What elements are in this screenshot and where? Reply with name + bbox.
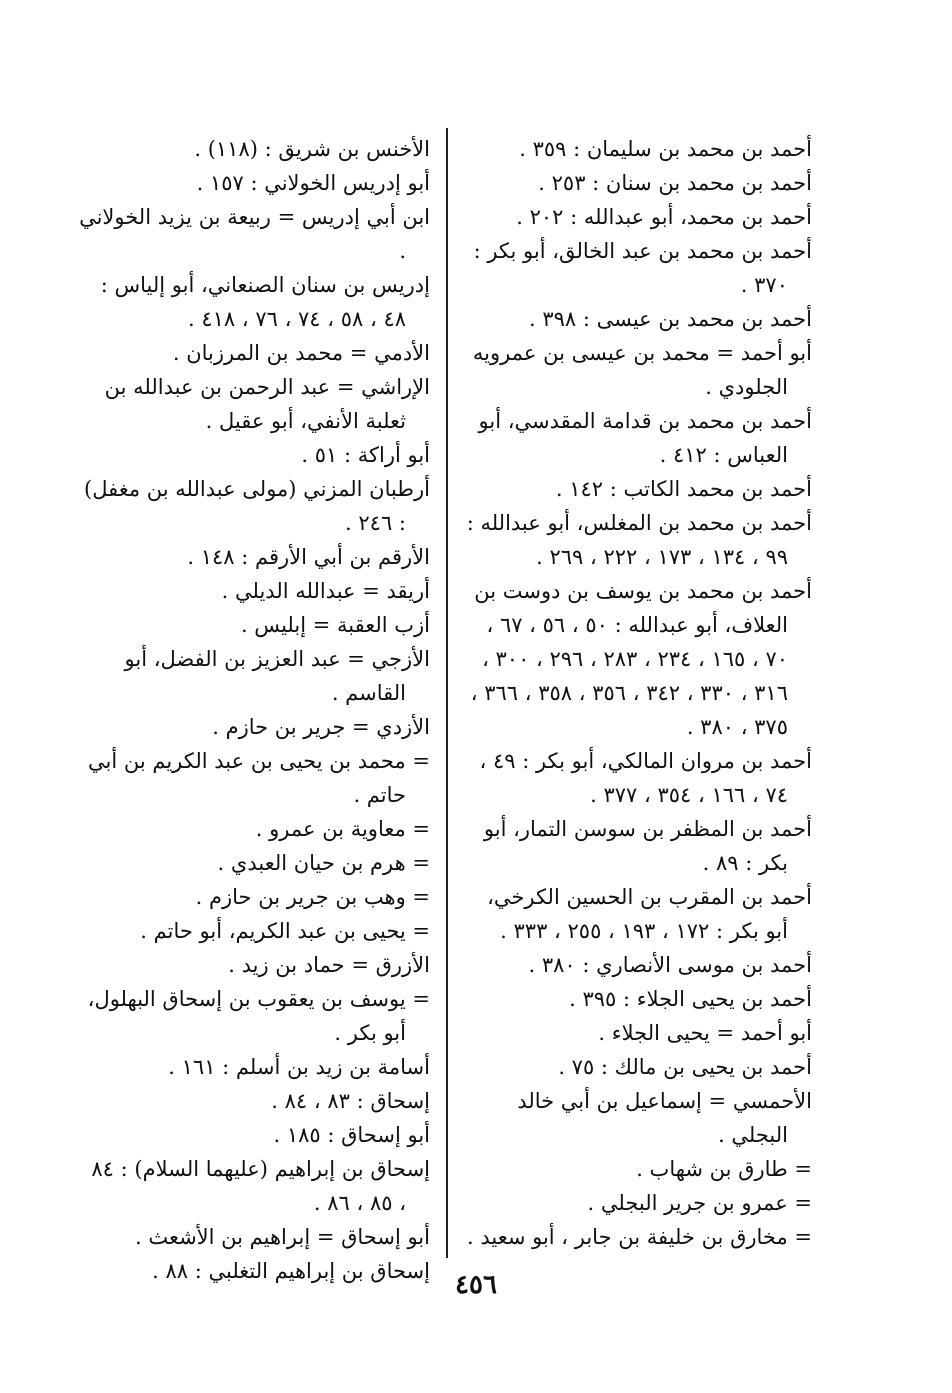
index-entry: أحمد بن يحيى بن مالك : ٧٥ . (558, 1055, 812, 1079)
index-entry: أحمد بن مروان المالكي، أبو بكر : ٤٩ ، ٧٤ ، ١٦٦ ، ٣٥٤ ، ٣٧٧ . (479, 749, 812, 807)
index-entry: أحمد بن محمد بن عيسى : ٣٩٨ . (528, 307, 812, 331)
index-entry: ابن أبي إدريس = ربيعة بن يزيد الخولاني . (79, 205, 430, 263)
index-entry: الأرقم بن أبي الأرقم : ١٤٨ . (187, 545, 430, 569)
index-entry: أبو أحمد = يحيى الجلاء . (598, 1021, 812, 1045)
index-column-left (78, 132, 430, 1288)
index-entry: أريقد = عبدالله الديلي . (221, 579, 430, 603)
index-entry: إسحاق بن إبراهيم التغلبي : ٨٨ . (152, 1259, 430, 1283)
index-entry: أحمد بن محمد الكاتب : ١٤٢ . (555, 477, 812, 501)
index-entry: = هرم بن حيان العبدي . (217, 851, 430, 875)
index-entry: أحمد بن محمد بن سنان : ٢٥٣ . (538, 171, 812, 195)
index-entry: الأخنس بن شريق : (١١٨) . (194, 137, 430, 161)
column-divider (446, 128, 448, 1258)
index-entry: الإراشي = عبد الرحمن بن عبدالله بن ثعلبة الأنفي، أبو عقيل . (104, 375, 430, 433)
index-entry: الأدمي = محمد بن المرزبان . (172, 341, 430, 365)
index-entry: أحمد بن يحيى الجلاء : ٣٩٥ . (569, 987, 812, 1011)
index-entry: أحمد بن محمد، أبو عبدالله : ٢٠٢ . (516, 205, 812, 229)
index-entry: أبو إسحاق = إبراهيم بن الأشعث . (134, 1225, 430, 1249)
index-entry: الأزدي = جرير بن حازم . (212, 715, 430, 739)
index-entry: أحمد بن محمد بن قدامة المقدسي، أبو العباس : ٤١٢ . (478, 409, 812, 467)
index-entry: = محمد بن يحيى بن عبد الكريم بن أبي حاتم . (87, 749, 430, 807)
index-entry: = طارق بن شهاب . (636, 1157, 812, 1181)
index-entry: أبو أراكة : ٥١ . (301, 443, 430, 467)
index-entry: أحمد بن محمد بن سليمان : ٣٥٩ . (519, 137, 812, 161)
index-column-right (462, 132, 812, 1254)
index-entry: أبو إسحاق : ١٨٥ . (273, 1123, 430, 1147)
index-entry: أحمد بن المظفر بن سوسن التمار، أبو بكر : ٨٩ . (483, 817, 812, 875)
index-entry: أحمد بن محمد بن المغلس، أبو عبدالله : ٩٩ ، ١٣٤ ، ١٧٣ ، ٢٢٢ ، ٢٦٩ . (466, 511, 812, 569)
index-entry: إسحاق بن إبراهيم (عليهما السلام) : ٨٤ ، ٨٥ ، ٨٦ . (91, 1157, 430, 1215)
index-entry: = يحيى بن عبد الكريم، أبو حاتم . (140, 919, 430, 943)
index-entry: أحمد بن محمد بن عبد الخالق، أبو بكر : ٣٧٠ . (473, 239, 812, 297)
index-entry: = مخارق بن خليفة بن جابر ، أبو سعيد . (466, 1225, 812, 1249)
index-entry: = يوسف بن يعقوب بن إسحاق البهلول، أبو بكر . (87, 987, 430, 1045)
index-entry: إدريس بن سنان الصنعاني، أبو إلياس : ٤٨ ، ٥٨ ، ٧٤ ، ٧٦ ، ٤١٨ . (100, 273, 430, 331)
index-entry: أسامة بن زيد بن أسلم : ١٦١ . (168, 1055, 430, 1079)
index-entry: إسحاق : ٨٣ ، ٨٤ . (271, 1089, 430, 1113)
index-entry: الأحمسي = إسماعيل بن أبي خالد البجلي . (517, 1089, 812, 1147)
index-entry: = عمرو بن جرير البجلي . (587, 1191, 812, 1215)
index-entry: أحمد بن محمد بن يوسف بن دوست بن العلاف، أبو عبدالله : ٥٠ ، ٥٦ ، ٦٧ ، ٧٠ ، ١٦٥ ، ٢٣٤ ، ٢٨٣ ، ٢٩٦ ، ٣٠٠ ، ٣١٦ ، ٣٣٠ ، ٣٤٢ ، ٣٥٦ ، ٣٥٨ ، ٣٦٦ ، ٣٧٥ ، ٣٨٠ . (470, 579, 812, 739)
index-entry: الأزرق = حماد بن زيد . (228, 953, 430, 977)
index-entry: أحمد بن المقرب بن الحسين الكرخي، أبو بكر : ١٧٢ ، ١٩٣ ، ٢٥٥ ، ٣٣٣ . (487, 885, 812, 943)
index-entry: أرطبان المزني (مولى عبدالله بن مغفل) : ٢٤٦ . (84, 477, 430, 535)
index-entry: أبو إدريس الخولاني : ١٥٧ . (196, 171, 430, 195)
index-entry: = معاوية بن عمرو . (255, 817, 430, 841)
index-entry: أحمد بن موسى الأنصاري : ٣٨٠ . (528, 953, 812, 977)
index-entry: أبو أحمد = محمد بن عيسى بن عمرويه الجلودي . (472, 341, 812, 399)
page-number: ٤٥٦ (455, 1270, 497, 1300)
index-entry: أزب العقبة = إبليس . (240, 613, 430, 637)
index-entry: = وهب بن جرير بن حازم . (195, 885, 430, 909)
index-entry: الأزجي = عبد العزيز بن الفضل، أبو القاسم . (124, 647, 430, 705)
